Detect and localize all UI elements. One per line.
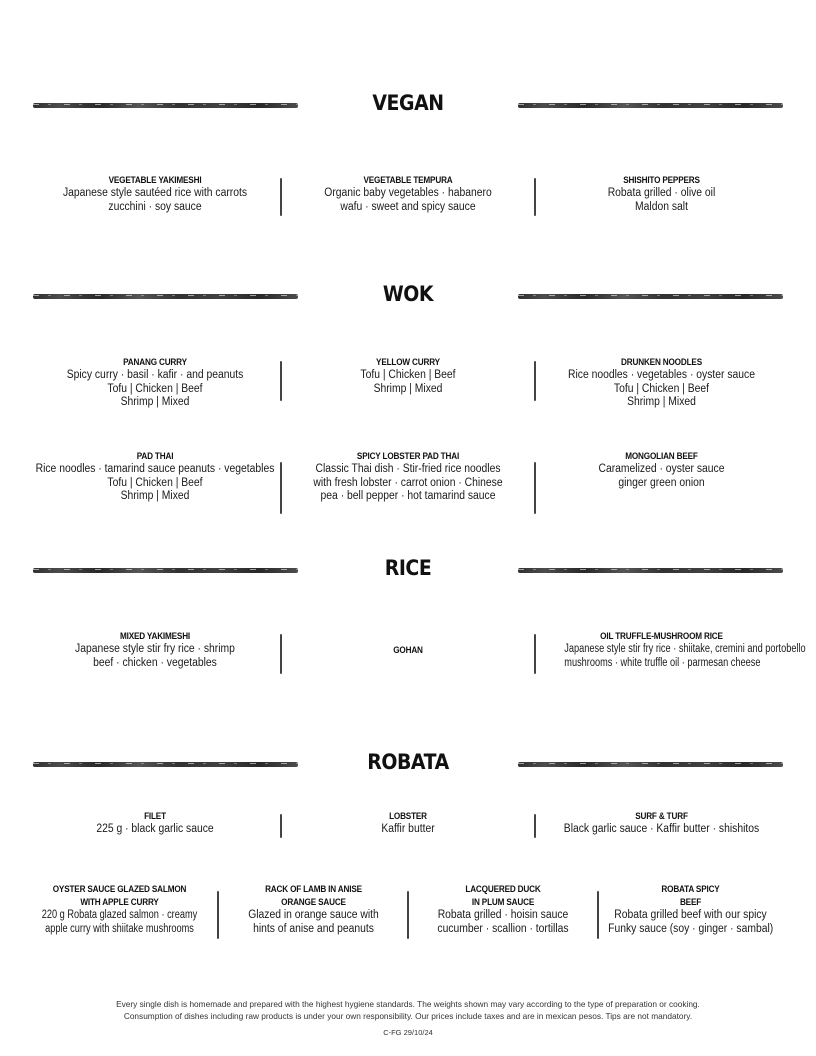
dish-card [290, 174, 526, 214]
dish-desc: Glazed in orange sauce with [248, 909, 379, 921]
dish-card [409, 883, 597, 936]
dish-name: OYSTER SAUCE GLAZED SALMON [52, 884, 187, 895]
dish-name: OIL TRUFFLE-MUSHROOM RICE [600, 631, 723, 642]
dish-desc: Robata grilled beef with our spicy [614, 909, 767, 921]
dish-desc: pea · bell pepper · hot tamarind sauce [320, 490, 496, 502]
dish-desc: Shrimp | Mixed [120, 396, 190, 408]
section-header-rice [0, 556, 816, 586]
dish-desc: 220 g Robata glazed salmon · creamy [41, 909, 198, 921]
dish-desc: Robata grilled · olive oil [607, 187, 716, 199]
dish-name: IN PLUM SAUCE [471, 897, 535, 908]
dish-card [22, 356, 288, 410]
dish-desc: Shrimp | Mixed [373, 382, 443, 395]
dish-name: SHISHITO PEPPERS [623, 175, 700, 186]
disclaimer-line: Every single dish is homemade and prepared with the highest hygiene standards. The weights shown may vary according to the type of preparation or cooking. [116, 999, 700, 1009]
dish-name: ORANGE SAUCE [281, 897, 346, 908]
dish-desc: Kaffir butter [381, 823, 435, 835]
section-title: VEGAN [372, 91, 444, 115]
section-title: ROBATA [367, 750, 449, 774]
dish-name: GOHAN [393, 645, 423, 656]
dish-name: PAD THAI [136, 451, 174, 462]
dish-card [290, 450, 526, 504]
column-divider [534, 462, 536, 514]
dish-desc: Shrimp | Mixed [120, 490, 190, 502]
brush-divider [518, 568, 783, 573]
brush-divider [33, 294, 298, 299]
dish-desc: Maldon salt [635, 200, 688, 213]
dish-desc: ginger green onion [618, 476, 705, 489]
dish-card [599, 883, 782, 936]
column-divider [534, 178, 536, 216]
dish-name: LOBSTER [389, 811, 427, 822]
document-code: C-FG 29/10/24 [383, 1028, 433, 1037]
dish-card [540, 450, 783, 490]
section-header-wok [0, 282, 816, 312]
dish-name: YELLOW CURRY [376, 357, 440, 368]
dish-desc: Funky sauce (soy · ginger · sambal) [608, 922, 774, 935]
dish-desc: Tofu | Chicken | Beef [107, 382, 203, 395]
dish-name: BEEF [679, 897, 702, 908]
dish-desc: beef · chicken · vegetables [93, 656, 217, 669]
dish-card [290, 356, 526, 396]
dish-card [22, 450, 288, 504]
dish-desc: Tofu | Chicken | Beef [360, 369, 456, 381]
section-header-vegan [0, 91, 816, 121]
column-divider [534, 814, 536, 838]
dish-card [22, 810, 288, 837]
dish-desc: wafu · sweet and spicy sauce [340, 200, 476, 213]
dish-desc: with fresh lobster · carrot onion · Chinese [313, 476, 503, 489]
dish-card [22, 174, 288, 214]
dish-card [290, 810, 526, 837]
dish-desc: zucchini · soy sauce [108, 200, 202, 213]
footer-disclaimer [0, 998, 816, 1039]
dish-desc: Spicy curry · basil · kafir · and peanuts [66, 369, 244, 381]
column-divider [280, 462, 282, 514]
dish-desc: Tofu | Chicken | Beef [613, 382, 710, 395]
dish-name: PANANG CURRY [123, 357, 187, 368]
dish-desc: Robata grilled · hoisin sauce [437, 909, 569, 921]
dish-desc: Classic Thai dish · Stir-fried rice noodles [315, 463, 501, 475]
dish-name: RACK OF LAMB IN ANISE [265, 884, 362, 895]
section-title: RICE [384, 556, 432, 580]
dish-desc: Shrimp | Mixed [627, 396, 696, 408]
dish-desc: hints of anise and peanuts [253, 922, 374, 935]
dish-card [22, 630, 288, 670]
dish-desc: Rice noodles · tamarind sauce peanuts · vegetables [35, 463, 275, 475]
brush-divider [518, 762, 783, 767]
dish-name: FILET [144, 811, 166, 822]
dish-card [290, 644, 526, 657]
dish-desc: Japanese style stir fry rice · shiitake, cremini and portobello [564, 643, 806, 655]
dish-desc: Caramelized · oyster sauce [598, 463, 725, 475]
dish-desc: Rice noodles · vegetables · oyster sauce [568, 369, 755, 381]
dish-name: DRUNKEN NOODLES [621, 357, 702, 368]
dish-card [220, 883, 407, 936]
dish-card [22, 883, 217, 936]
dish-desc: Japanese style sautéed rice with carrots [62, 187, 248, 199]
dish-desc: Tofu | Chicken | Beef [107, 476, 203, 489]
dish-desc: 225 g · black garlic sauce [96, 823, 214, 835]
dish-name: WITH APPLE CURRY [80, 897, 159, 908]
column-divider [217, 891, 219, 939]
column-divider [280, 361, 282, 401]
column-divider [534, 361, 536, 401]
dish-desc: Organic baby vegetables · habanero [324, 187, 492, 199]
dish-name: VEGETABLE YAKIMESHI [108, 175, 202, 186]
dish-name: ROBATA SPICY [661, 884, 720, 895]
column-divider [280, 634, 282, 674]
dish-name: SPICY LOBSTER PAD THAI [356, 451, 460, 462]
column-divider [280, 814, 282, 838]
disclaimer-line: Consumption of dishes including raw products is under your own responsibility. Our prices include taxes and are in mexican pesos. Tips are not mandatory. [123, 1011, 693, 1021]
dish-desc: cucumber · scallion · tortillas [437, 922, 569, 935]
dish-card [540, 356, 783, 410]
dish-name: MONGOLIAN BEEF [625, 451, 698, 462]
brush-divider [33, 568, 298, 573]
section-header-robata [0, 750, 816, 780]
column-divider [280, 178, 282, 216]
section-title: WOK [382, 282, 434, 306]
dish-desc: mushrooms · white truffle oil · parmesan cheese [564, 656, 761, 669]
dish-desc: Japanese style stir fry rice · shrimp [75, 643, 235, 655]
brush-divider [33, 762, 298, 767]
dish-desc: Black garlic sauce · Kaffir butter · shishitos [563, 823, 760, 835]
dish-name: MIXED YAKIMESHI [119, 631, 191, 642]
dish-desc: apple curry with shiitake mushrooms [45, 922, 194, 935]
dish-name: VEGETABLE TEMPURA [363, 175, 453, 186]
dish-card [540, 174, 783, 214]
dish-card [540, 810, 783, 837]
dish-card [540, 630, 806, 670]
dish-name: SURF & TURF [635, 811, 688, 822]
dish-name: LACQUERED DUCK [465, 884, 541, 895]
brush-divider [518, 103, 783, 108]
brush-divider [33, 103, 298, 108]
brush-divider [518, 294, 783, 299]
column-divider [534, 634, 536, 674]
